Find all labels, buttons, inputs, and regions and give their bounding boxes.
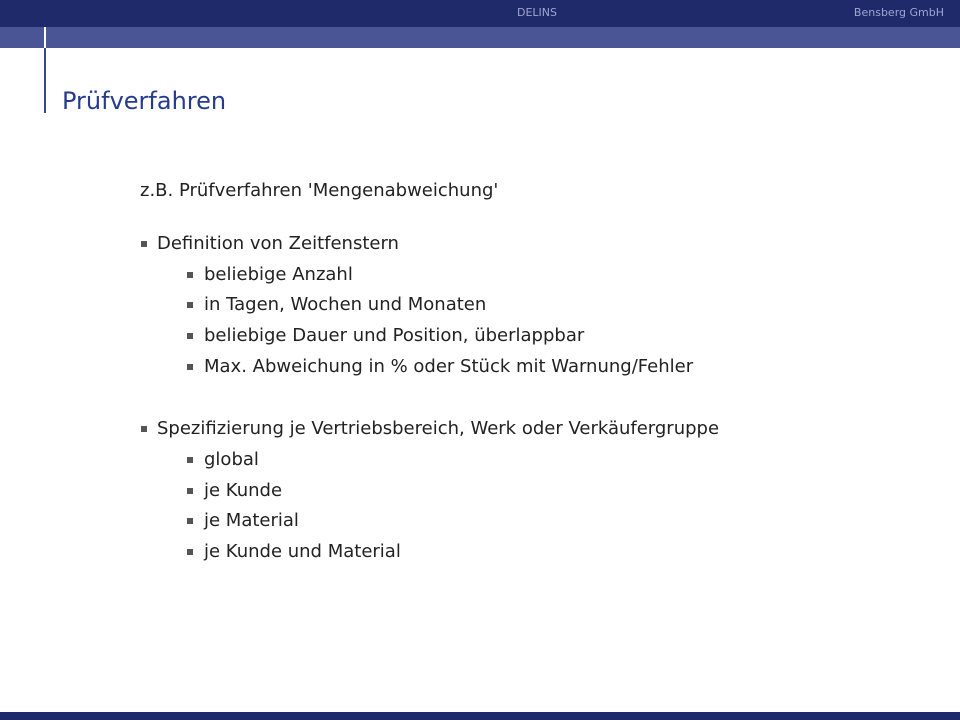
list-item: in Tagen, Wochen und Monaten bbox=[204, 294, 487, 315]
lead-text: z.B. Prüfverfahren 'Mengenabweichung' bbox=[140, 180, 499, 201]
bullet-square-icon bbox=[187, 364, 193, 370]
list-item: beliebige Dauer und Position, überlappbar bbox=[204, 325, 585, 346]
bullet-square-icon bbox=[141, 241, 147, 247]
section-heading: Spezifizierung je Vertriebsbereich, Werk oder Verkäufergruppe bbox=[157, 418, 720, 439]
list-item: global bbox=[204, 449, 259, 470]
bullet-square-icon bbox=[187, 333, 193, 339]
sub-header-bar bbox=[0, 27, 960, 48]
list-item: je Kunde und Material bbox=[204, 541, 401, 562]
bullet-square-icon bbox=[187, 457, 193, 463]
bullet-square-icon bbox=[187, 302, 193, 308]
bullet-square-icon bbox=[187, 549, 193, 555]
list-item: beliebige Anzahl bbox=[204, 264, 353, 285]
section-heading: Definition von Zeitfenstern bbox=[157, 233, 399, 254]
bullet-square-icon bbox=[187, 518, 193, 524]
header-company-name: Bensberg GmbH bbox=[853, 6, 944, 19]
slide-title: Prüfverfahren bbox=[62, 87, 227, 115]
bullet-square-icon bbox=[187, 488, 193, 494]
bullet-square-icon bbox=[187, 272, 193, 278]
list-item: je Material bbox=[204, 510, 299, 531]
bottom-footer-bar bbox=[0, 712, 960, 720]
bullet-square-icon bbox=[141, 426, 147, 432]
decorative-vertical-line-lower bbox=[44, 48, 46, 113]
list-item: je Kunde bbox=[204, 480, 283, 501]
list-item: Max. Abweichung in % oder Stück mit Warnung/Fehler bbox=[204, 356, 694, 377]
top-header-bar bbox=[0, 0, 960, 27]
header-center-text: DELINS bbox=[517, 6, 558, 19]
